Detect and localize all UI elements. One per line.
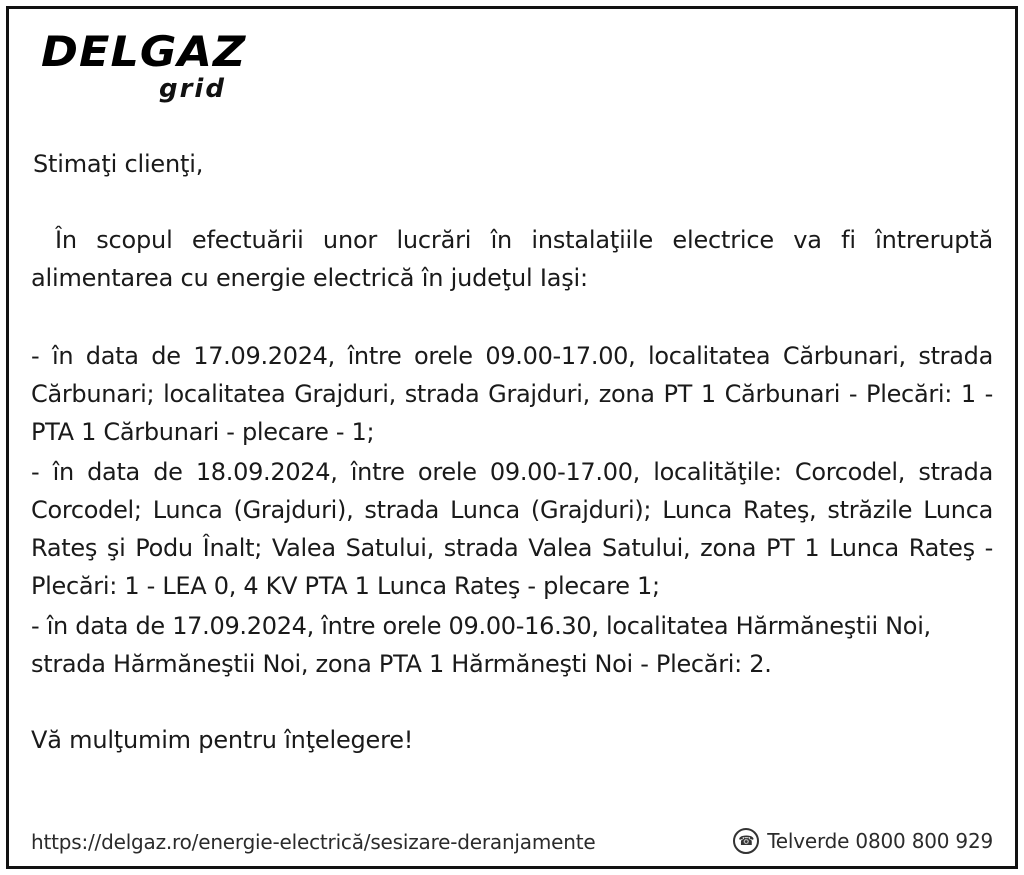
list-item: - în data de 18.09.2024, între orele 09.00-17.00, localităţile: Corcodel, strada Corcodel; Lunca (Grajduri), strada Lunca (Grajduri); Lunca Rateş, străzile Lunca Rateş şi Podu Înalt; Valea Satului, strada Valea Satului, zona PT 1 Lunca Rateş - Plecări: 1 - LEA 0, 4 KV PTA 1 Lunca Rateş - plecare 1; — [31, 458, 993, 600]
footer — [31, 828, 993, 854]
notice-frame — [6, 6, 1018, 869]
thanks-message: Vă mulţumim pentru înţelegere! — [31, 726, 414, 754]
outage-list — [31, 337, 993, 683]
logo-subtext: grid — [159, 74, 226, 104]
logo — [41, 29, 993, 115]
phone-icon: ☎ — [733, 828, 759, 854]
intro-text: În scopul efectuării unor lucrări în instalaţiile electrice va fi întreruptă alimentarea cu energie electrică în judeţul Iaşi: — [31, 226, 993, 292]
list-item: - în data de 17.09.2024, între orele 09.00-17.00, localitatea Cărbunari, strada Cărbunari; localitatea Grajduri, strada Grajduri, zona PT 1 Cărbunari - Plecări: 1 - PTA 1 Cărbunari - plecare - 1; — [31, 342, 993, 446]
intro-paragraph — [31, 221, 993, 297]
footer-phone-label: Telverde 0800 800 929 — [767, 829, 993, 853]
list-item: - în data de 17.09.2024, între orele 09.00-16.30, localitatea Hărmăneştii Noi, strada Hărmăneştii Noi, zona PTA 1 Hărmăneşti Noi - Plecări: 2. — [31, 612, 931, 678]
footer-phone — [733, 828, 993, 854]
footer-link[interactable]: https://delgaz.ro/energie-electrică/sesizare-deranjamente — [31, 830, 596, 854]
salutation: Stimaţi clienţi, — [33, 150, 204, 178]
logo-wordmark: DELGAZ — [41, 27, 247, 76]
